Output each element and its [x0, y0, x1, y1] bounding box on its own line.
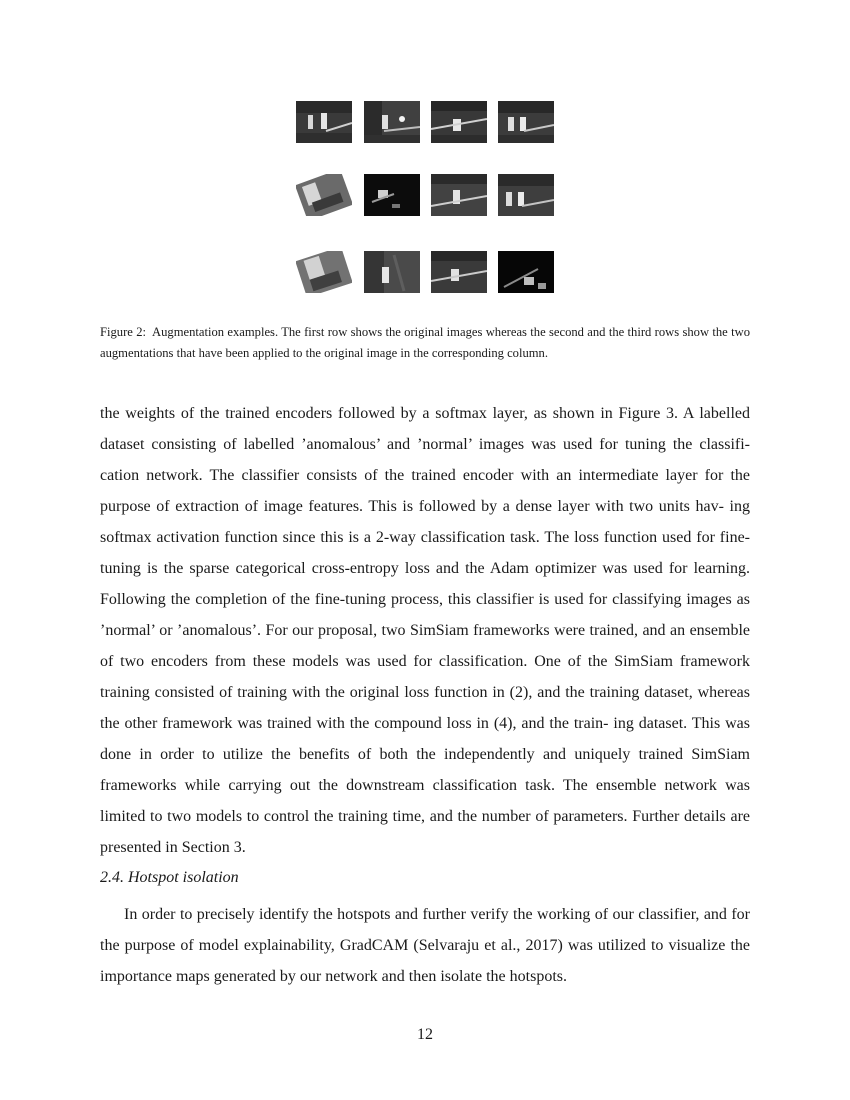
section-heading: 2.4. Hotspot isolation	[100, 869, 239, 886]
body-text	[100, 398, 750, 863]
figure-image-r2c2	[364, 174, 420, 216]
figure-image-r3c1	[296, 251, 352, 293]
augmentation-figure	[296, 101, 556, 307]
figure-image-r2c4	[498, 174, 554, 216]
body-paragraph-2: In order to precisely identify the hotspots and further verify the working of our classifier, and for the purpose of model explainability, GradCAM (Selvaraju et al., 2017) was utilized to visualize the importance maps generated by our network and then isolate the hotspots.	[100, 906, 750, 985]
figure-image-r2c1	[296, 174, 352, 216]
figure-image-r3c4	[498, 251, 554, 293]
body-paragraph-1: the weights of the trained encoders followed by a softmax layer, as shown in Figure 3. A labelled dataset consisting of labelled ’anomalous’ and ’normal’ images was used for tuning the classifi- cation network. The classifier consists of the trained encoder with an intermediate layer for the purpose of extraction of image features. This is followed by a dense layer with two units hav- ing softmax activation function since this is a 2-way classification task. The loss function used for fine-tuning is the sparse categorical cross-entropy loss and the Adam optimizer was used for learning. Following the completion of the fine-tuning process, this classifier is used for classifying images as ’normal’ or ’anomalous’. For our proposal, two SimSiam frameworks were trained, and an ensemble of two encoders from these models was used for classification. One of the SimSiam framework training consisted of training with the original loss function in (2), and the training dataset, whereas the other framework was trained with the compound loss in (4), and the train- ing dataset. This was done in order to utilize the benefits of both the independently and uniquely trained SimSiam frameworks while carrying out the downstream classification task. The ensemble network was limited to two models to control the training time, and the number of parameters. Further details are presented in Section 3.	[100, 405, 750, 856]
figure-image-r3c2	[364, 251, 420, 293]
figure-image-r3c3	[431, 251, 487, 293]
figure-image-r2c3	[431, 174, 487, 216]
page-number: 12	[417, 1026, 433, 1043]
figure-caption-label: Figure 2:	[100, 325, 147, 339]
figure-image-r1c3	[431, 101, 487, 143]
figure-caption	[100, 322, 750, 364]
figure-image-r1c2	[364, 101, 420, 143]
figure-image-r1c4	[498, 101, 554, 143]
figure-caption-text: Augmentation examples. The first row shows the original images whereas the second and the third rows show the two augmentations that have been applied to the original image in the corresponding column.	[100, 325, 750, 360]
figure-image-r1c1	[296, 101, 352, 143]
